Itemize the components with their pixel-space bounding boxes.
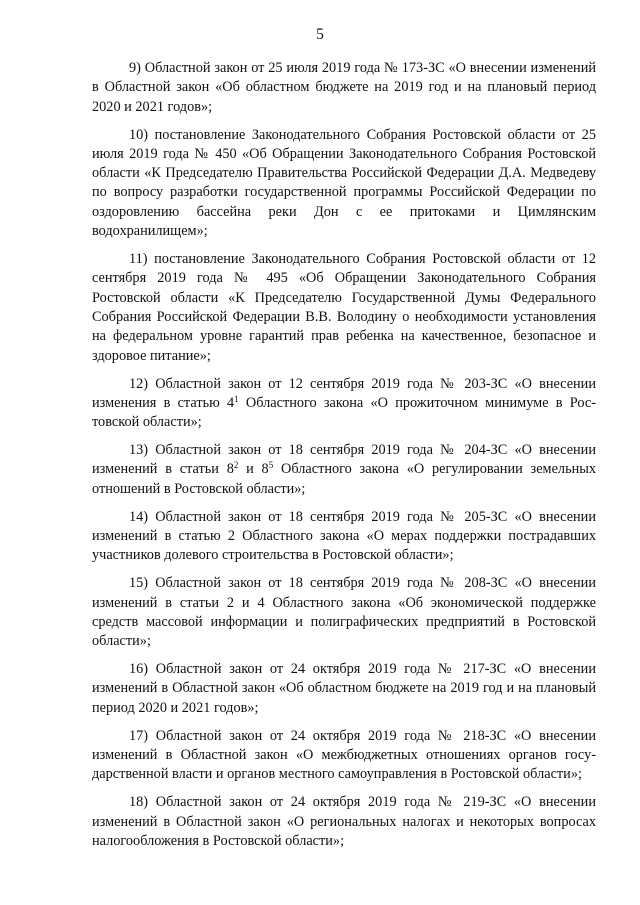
list-item-text: Областного закона «О регулировании земельных отношений в Ростовской области»; — [92, 461, 596, 497]
list-item-11: 11) постановление Законодательного Собрания Ростовской области от 12 сентября 2019 года № 495 «Об Обращении Законодательного Собрания Ростовской области «К Председателю Государственной Думы Федерального Собрания Российской Федерации В.В. Володину о необходимости установления на федеральном уровне гарантий прав ребенка на качественное, безопасное и здоровое питание»; — [92, 251, 596, 364]
list-item-text: 13) Областной закон от 18 сентября 2019 года № 204-ЗС «О внесении изменений в статьи 8 — [92, 442, 596, 478]
list-item-14: 14) Областной закон от 18 сентября 2019 года № 205-ЗС «О внесении изменений в статью 2 Областного закона «О мерах поддержки пострадавших участников долевого строительства в Ростовской области»; — [92, 508, 596, 564]
list-item-12 — [92, 375, 596, 433]
list-item-15: 15) Областной закон от 18 сентября 2019 года № 208-ЗС «О внесении изменений в статьи 2 и 4 Областного закона «Об экономической поддержке средств массовой информации и полиграфических предприятий в Ростовской области»; — [92, 575, 596, 650]
list-item-16: 16) Областной закон от 24 октября 2019 года № 217-ЗС «О внесении изменений в Областной закон «Об областном бюджете на 2019 год и на плановый период 2020 и 2021 годов»; — [92, 661, 596, 716]
list-item-17: 17) Областной закон от 24 октября 2019 года № 218-ЗС «О внесении изменений в Областной закон «О межбюджетных отношениях органов государственной власти и органов местного самоуправления в Ростовской области»; — [92, 727, 596, 783]
list-item-text: 12) Областной закон от 12 сентября 2019 года № 203-ЗС «О внесении изменения в статью 4 — [92, 375, 596, 411]
list-item-10: 10) постановление Законодательного Собрания Ростовской области от 25 июля 2019 года № 450 «Об Обращении Законодательного Собрания Ростовской области «К Председателю Правительства Российской Федерации Д.А. Медведеву по вопросу разработки государственной программы Российской Федерации по оздоровлению бассейна реки Дон с ее притоками и Цимлянским водохранилищем»; — [92, 126, 596, 240]
superscript: 2 — [233, 460, 239, 471]
superscript: 5 — [268, 460, 274, 471]
superscript: 1 — [234, 393, 239, 404]
list-item-text: Областного закона «О прожиточном минимуме в Ростовской области»; — [92, 394, 596, 431]
list-item-18: 18) Областной закон от 24 октября 2019 года № 219-ЗС «О внесении изменений в Областной закон «О региональных налогах и некоторых вопросах налогообложения в Ростовской области»; — [92, 794, 596, 849]
list-item-text: и 8 — [238, 461, 269, 478]
list-item-13 — [92, 441, 596, 499]
list-item-9: 9) Областной закон от 25 июля 2019 года № 173-ЗС «О внесении изменений в Областной закон «Об областном бюджете на 2019 год и на плановый период 2020 и 2021 годов»; — [92, 60, 596, 115]
page-number: 5 — [316, 26, 324, 43]
document-body — [92, 59, 596, 860]
